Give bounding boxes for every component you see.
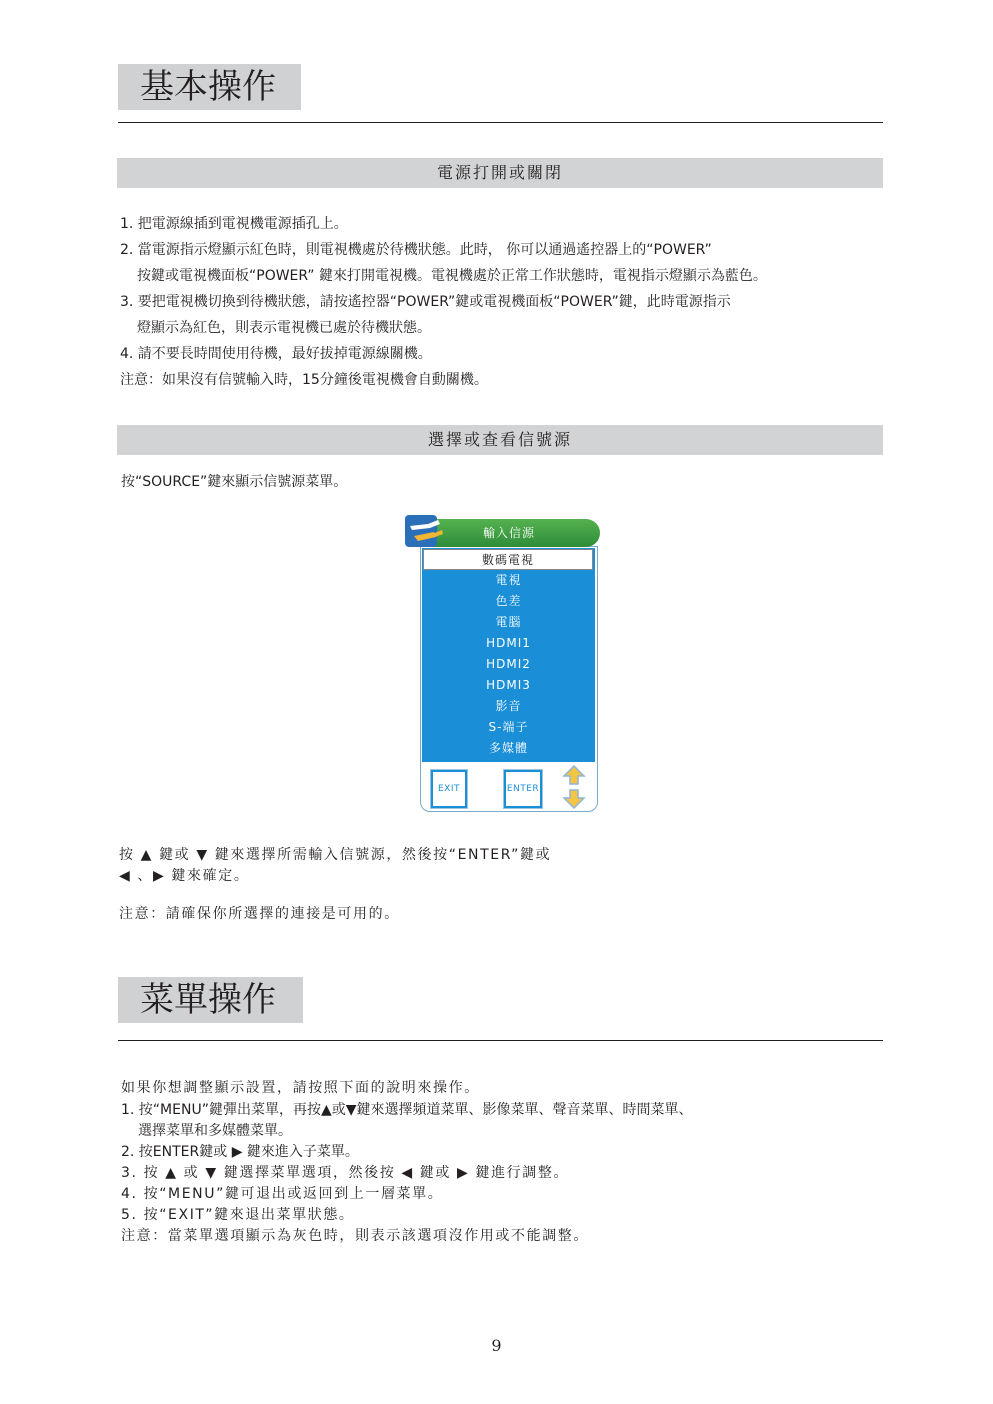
source-item-tv[interactable]: 電視 [495,573,522,587]
power-line-6: 4. 請不要長時間使用待機，最好拔掉電源線關機。 [120,346,432,362]
power-heading: 電源打開或關閉 [117,158,883,188]
source-note: 注意：請確保你所選擇的連接是可用的。 [119,906,400,922]
power-line-4: 3. 要把電視機切換到待機狀態，請按遙控器“POWER”鍵或電視機面板“POWER”鍵，此時電源指示 [120,294,731,310]
power-line-5: 燈顯示為紅色，則表示電視機已處於待機狀態。 [137,320,431,336]
menu-line-2: 2. 按ENTER鍵或 ▶ 鍵來進入子菜單。 [121,1144,359,1160]
section-title-basic: 基本操作 [118,64,301,110]
up-down-arrows-icon[interactable] [562,764,586,810]
menu-line-intro: 如果你想調整顯示設置，請按照下面的說明來操作。 [121,1080,480,1096]
source-instruction-1: 按 ▲ 鍵或 ▼ 鍵來選擇所需輸入信號源，然後按“ENTER”鍵或 [119,847,552,863]
source-instruction-2: ◀ 、▶ 鍵來確定。 [119,868,250,884]
source-intro: 按“SOURCE”鍵來顯示信號源菜單。 [121,474,348,490]
input-source-menu [404,514,602,812]
menu-line-3: 3. 按 ▲ 或 ▼ 鍵選擇菜單選項，然後按 ◀ 鍵或 ▶ 鍵進行調整。 [121,1165,570,1181]
menu-line-1: 1. 按“MENU”鍵彈出菜單，再按▲或▼鍵來選擇頻道菜單、影像菜單、聲音菜單、時間菜單、 [121,1102,693,1118]
menu-line-1b: 選擇菜單和多媒體菜單。 [138,1123,292,1139]
menu-title: 輸入信源 [418,519,600,547]
source-item-digital-tv[interactable]: 數碼電視 [423,549,593,570]
menu-line-5: 5. 按“EXIT”鍵來退出菜單狀態。 [121,1207,355,1223]
source-item-hdmi2[interactable]: HDMI2 [486,657,531,671]
source-item-multimedia[interactable]: 多媒體 [488,741,528,755]
source-item-hdmi1[interactable]: HDMI1 [486,636,531,650]
source-item-component[interactable]: 色差 [495,594,522,608]
source-item-hdmi3[interactable]: HDMI3 [486,678,531,692]
power-line-2: 2. 當電源指示燈顯示紅色時，則電視機處於待機狀態。此時， 你可以通過遙控器上的“POWER” [120,242,712,258]
title-rule-2 [118,1040,883,1041]
source-item-av[interactable]: 影音 [495,699,522,713]
source-item-pc[interactable]: 電腦 [495,615,522,629]
menu-note: 注意：當菜單選項顯示為灰色時，則表示該選項沒作用或不能調整。 [121,1228,589,1244]
power-line-1: 1. 把電源線插到電視機電源插孔上。 [120,216,348,232]
page-number: 9 [491,1336,502,1355]
menu-line-4: 4. 按“MENU”鍵可退出或返回到上一層菜單。 [121,1186,444,1202]
title-rule [118,122,883,123]
power-note: 注意：如果沒有信號輸入時，15分鐘後電視機會自動關機。 [120,372,488,388]
section-title-menu: 菜單操作 [118,977,303,1023]
source-item-svideo[interactable]: S-端子 [488,720,529,734]
source-heading: 選擇或查看信號源 [117,425,883,455]
input-source-icon [404,514,444,550]
power-line-3: 按鍵或電視機面板“POWER” 鍵來打開電視機。電視機處於正常工作狀態時，電視指示燈顯示為藍色。 [137,268,767,284]
enter-button[interactable]: ENTER [504,770,542,808]
exit-button[interactable]: EXIT [431,770,467,808]
